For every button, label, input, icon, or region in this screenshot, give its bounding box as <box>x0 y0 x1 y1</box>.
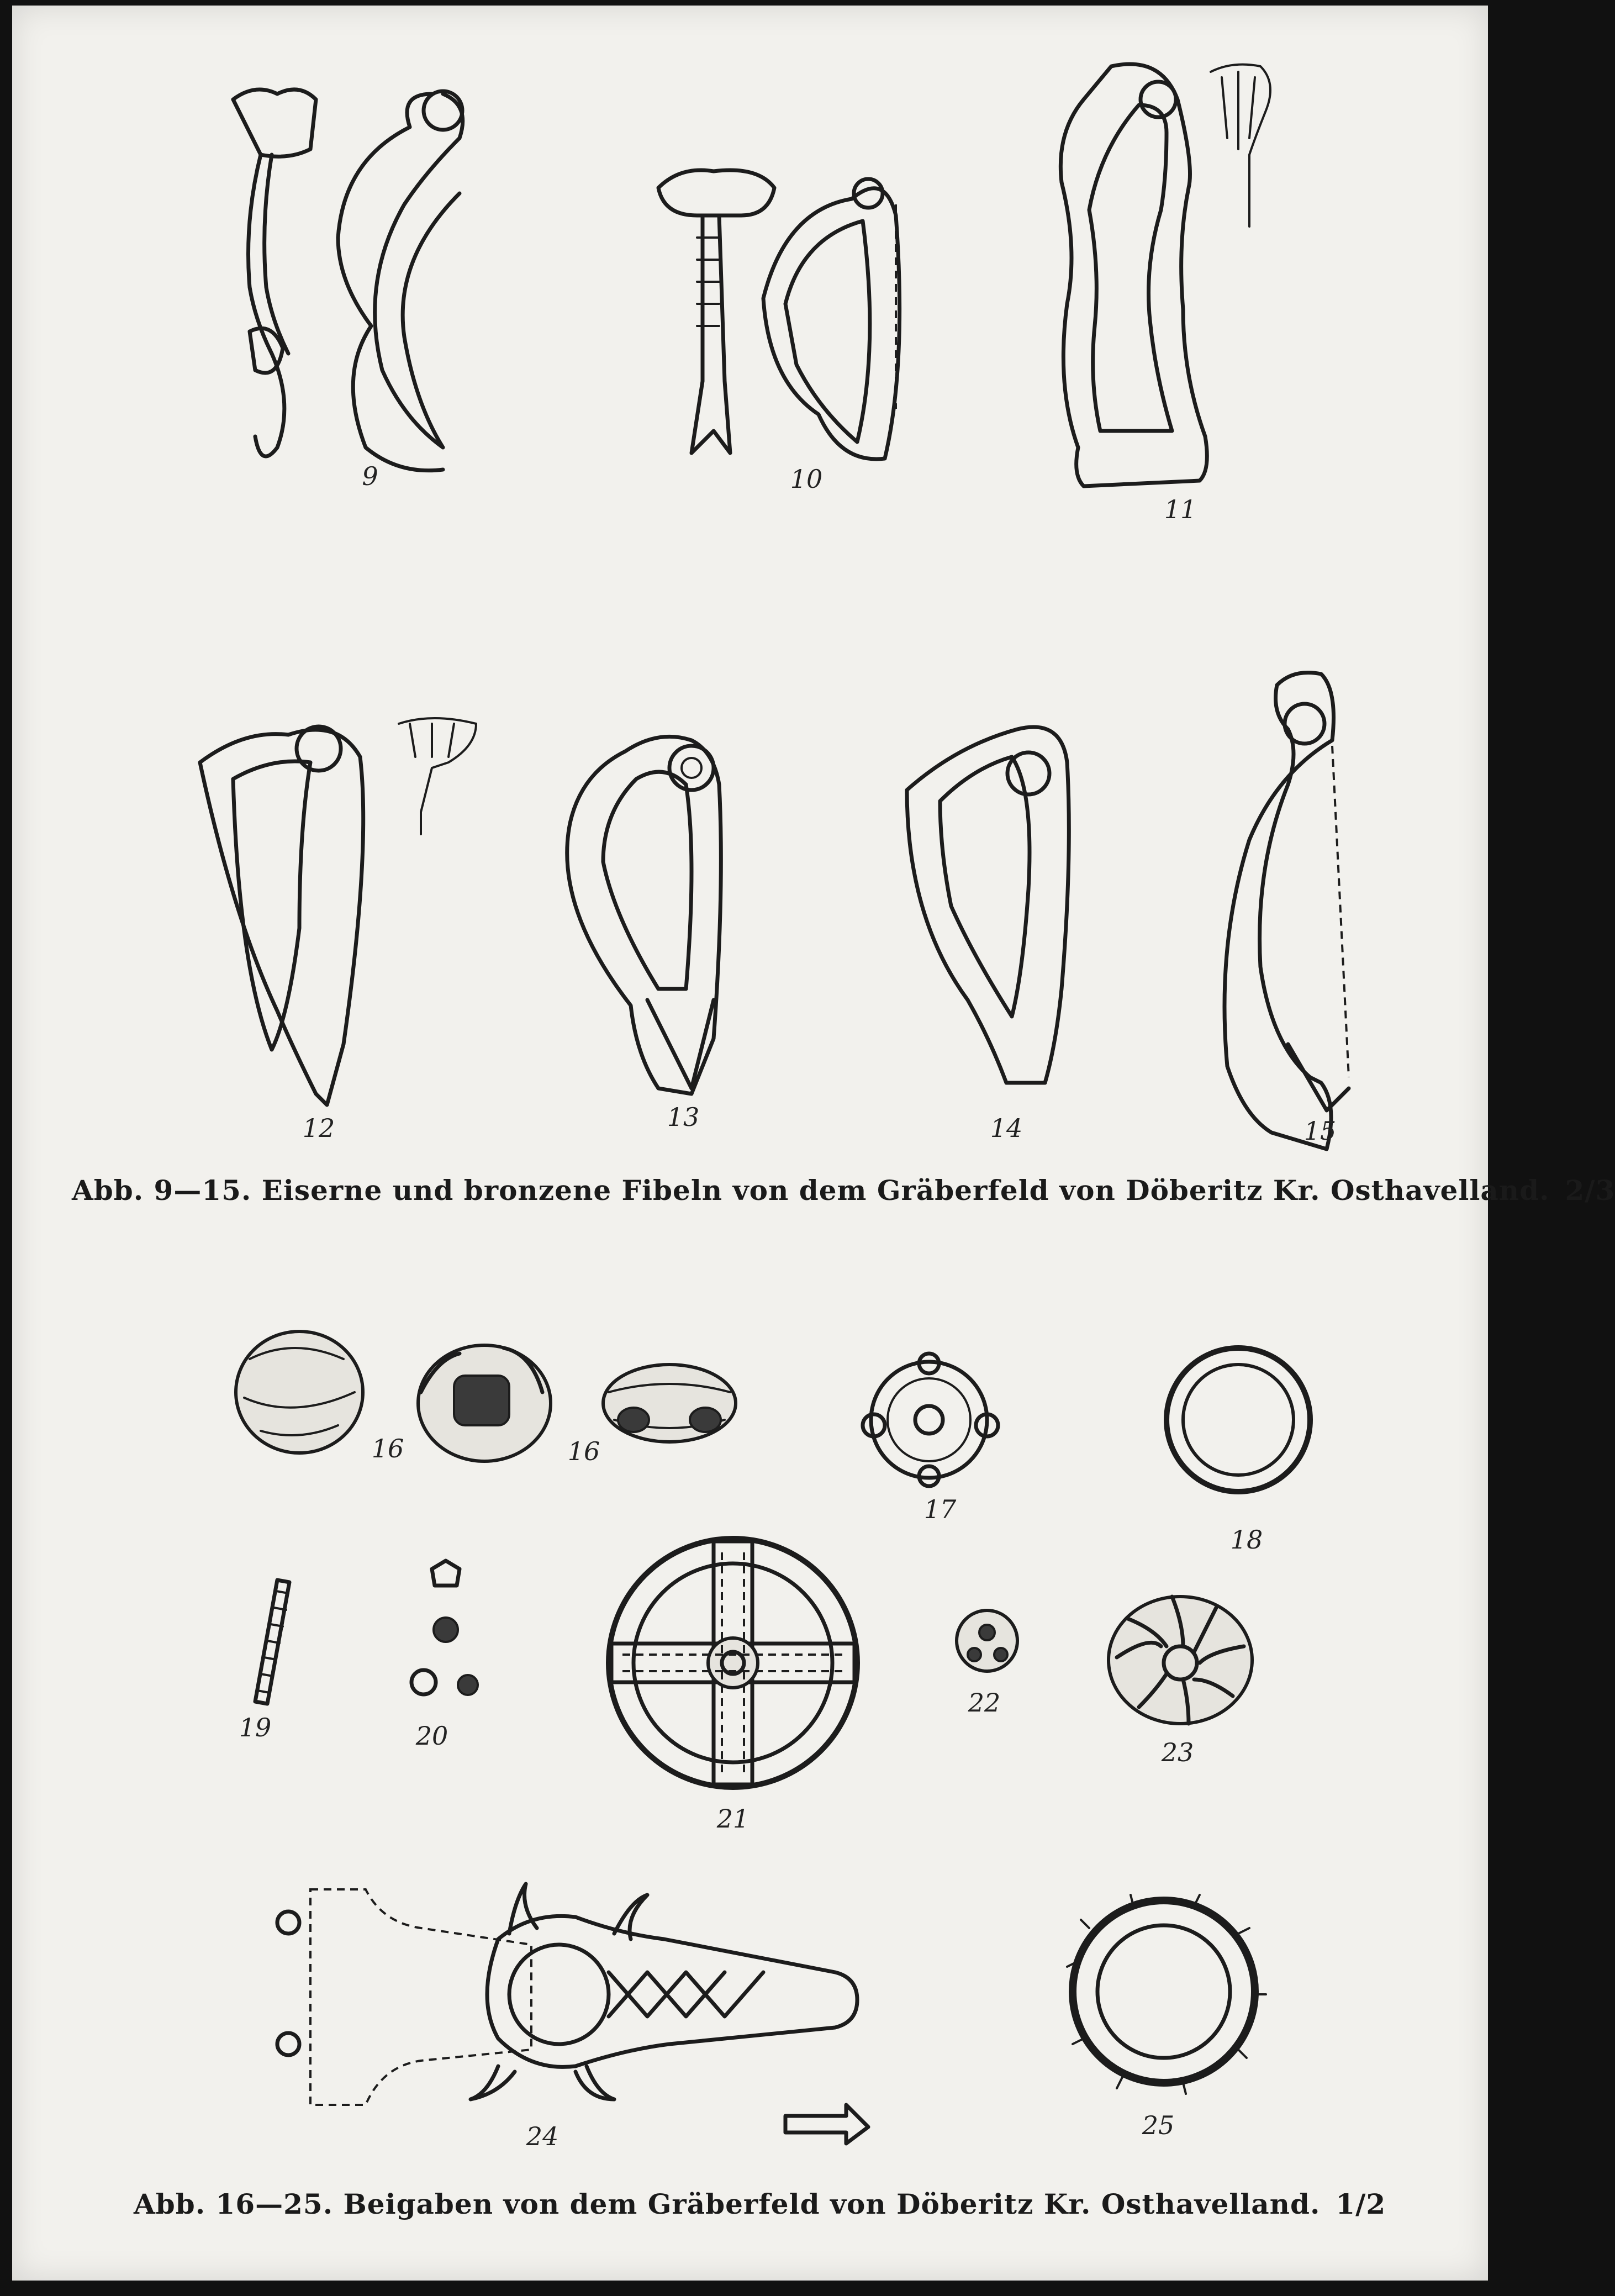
figure-number-19: 19 <box>239 1713 272 1742</box>
plate-page <box>12 6 1615 2281</box>
figure-number-16a: 16 <box>371 1434 404 1463</box>
fibula-10-drawing <box>658 170 900 459</box>
figure-number-14: 14 <box>990 1113 1023 1143</box>
bottom-caption-text: Abb. 16—25. Beigaben von dem Gräberfeld von Döberitz Kr. Osthavelland. <box>134 2188 1321 2220</box>
ring-25-drawing <box>1067 1895 1266 2094</box>
top-caption-text: Abb. 9—15. Eiserne und bronzene Fibeln von dem Gräberfeld von Döberitz Kr. Osthavelland. <box>72 1174 1550 1207</box>
bead-22-drawing <box>957 1610 1017 1671</box>
figure-number-24: 24 <box>526 2121 559 2151</box>
wheel-21-drawing <box>609 1539 857 1787</box>
top-caption-scale: 2/3 <box>1565 1174 1615 1207</box>
fibula-11-drawing <box>1060 64 1270 486</box>
figure-number-18: 18 <box>1230 1525 1263 1555</box>
ring-18-drawing <box>1167 1348 1310 1492</box>
fitting-24-drawing <box>277 1884 868 2144</box>
figure-number-21: 21 <box>716 1804 750 1834</box>
bottom-caption <box>134 2188 1386 2220</box>
figure-number-16b: 16 <box>567 1436 600 1466</box>
figure-number-15: 15 <box>1303 1116 1337 1146</box>
figure-number-17: 17 <box>923 1494 957 1524</box>
figure-number-10: 10 <box>790 464 823 494</box>
beads-20-drawing <box>411 1561 478 1695</box>
figure-number-9: 9 <box>362 461 378 491</box>
fibula-14-drawing <box>907 727 1069 1083</box>
figure-number-20: 20 <box>415 1721 448 1751</box>
figure-number-11: 11 <box>1164 494 1197 524</box>
figure-number-22: 22 <box>968 1688 1001 1718</box>
bottom-caption-scale: 1/2 <box>1336 2188 1386 2220</box>
rod-19-drawing <box>255 1580 289 1704</box>
figure-number-25: 25 <box>1142 2110 1175 2140</box>
fibula-13-drawing <box>567 736 721 1094</box>
bead-23-drawing <box>1109 1597 1252 1724</box>
plate-drawings <box>12 6 1488 2281</box>
figure-number-13: 13 <box>667 1102 700 1132</box>
fibula-12-drawing <box>200 718 476 1105</box>
figure-number-12: 12 <box>302 1113 335 1143</box>
disc-17-drawing <box>863 1354 998 1486</box>
figure-number-23: 23 <box>1161 1737 1194 1767</box>
beads-16-drawing <box>236 1331 736 1461</box>
fibula-15-drawing <box>1225 673 1349 1150</box>
top-caption <box>72 1174 1615 1207</box>
fibula-9-drawing <box>233 89 463 471</box>
